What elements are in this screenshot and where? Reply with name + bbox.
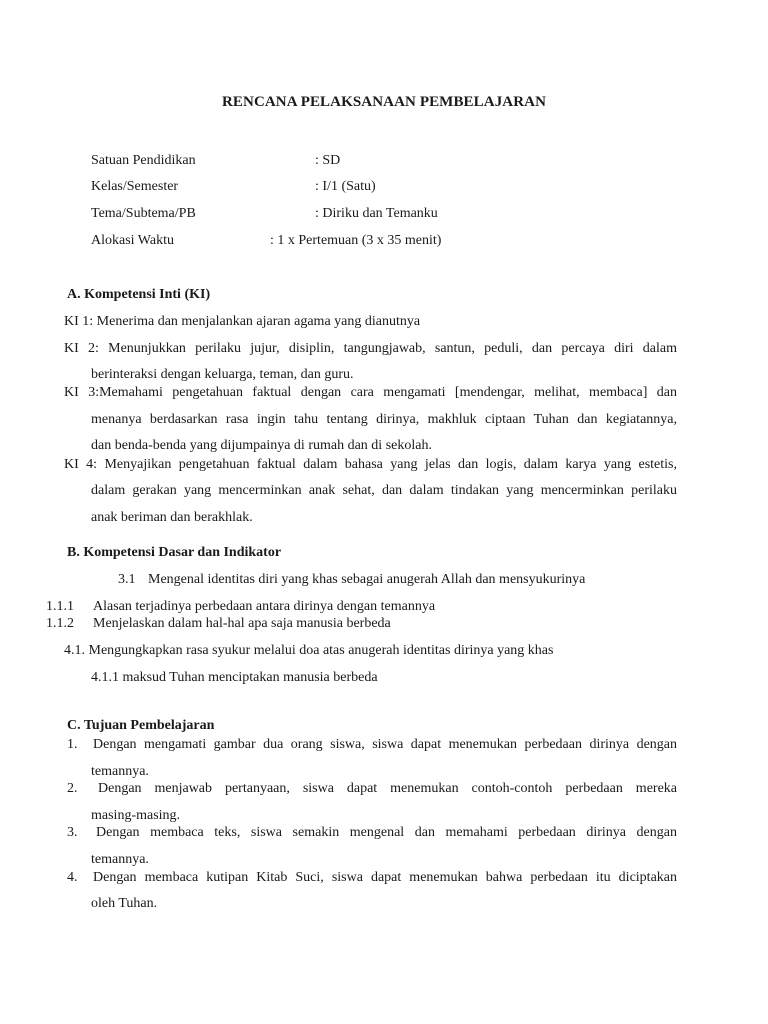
- objective-number: 4.: [67, 870, 78, 885]
- identity-value: : SD: [315, 153, 341, 168]
- ki4-line1: KI 4: Menyajikan pengetahuan faktual dalam bahasa yang jelas dan logis, dalam karya yang estetis,: [64, 457, 677, 472]
- objective-line2: temannya.: [91, 764, 149, 779]
- ki4-line3: anak beriman dan berakhlak.: [91, 510, 253, 525]
- objective-number: 1.: [67, 737, 78, 752]
- section-c-heading: C. Tujuan Pembelajaran: [67, 718, 215, 733]
- kd-3-1-number: 3.1: [118, 572, 136, 587]
- indicator-4-1-1-text: 4.1.1 maksud Tuhan menciptakan manusia berbeda: [91, 670, 378, 685]
- section-a-heading: A. Kompetensi Inti (KI): [67, 287, 211, 302]
- ki3-line3: dan benda-benda yang dijumpainya di rumah dan di sekolah.: [91, 438, 432, 453]
- identity-label: Alokasi Waktu: [91, 233, 174, 248]
- objective-line1: Dengan menjawab pertanyaan, siswa dapat menemukan contoh-contoh perbedaan mereka: [98, 781, 677, 796]
- identity-value: : I/1 (Satu): [315, 179, 376, 194]
- objective-line2: temannya.: [91, 852, 149, 867]
- objective-line2: masing-masing.: [91, 808, 181, 823]
- identity-label: Satuan Pendidikan: [91, 153, 196, 168]
- ki2-line2: berinteraksi dengan keluarga, teman, dan guru.: [91, 367, 354, 382]
- identity-label: Tema/Subtema/PB: [91, 206, 196, 221]
- identity-value: : Diriku dan Temanku: [315, 206, 438, 221]
- identity-value: : 1 x Pertemuan (3 x 35 menit): [270, 233, 442, 248]
- page-title: RENCANA PELAKSANAAN PEMBELAJARAN: [221, 94, 547, 110]
- ki3-line1: KI 3:Memahami pengetahuan faktual dengan cara mengamati [mendengar, melihat, membaca] dan: [64, 385, 677, 400]
- identity-label: Kelas/Semester: [91, 179, 179, 194]
- ki2-line1: KI 2: Menunjukkan perilaku jujur, disiplin, tangungjawab, santun, peduli, dan percaya diri dalam: [64, 341, 677, 356]
- objective-line1: Dengan membaca teks, siswa semakin mengenal dan memahami perbedaan dirinya dengan: [96, 825, 677, 840]
- kd-4-1-text: 4.1. Mengungkapkan rasa syukur melalui doa atas anugerah identitas dirinya yang khas: [64, 643, 554, 658]
- ki3-line2: menanya berdasarkan rasa ingin tahu tentang dirinya, makhluk ciptaan Tuhan dan kegiatannya,: [91, 412, 677, 427]
- objective-number: 2.: [67, 781, 78, 796]
- objective-line1: Dengan mengamati gambar dua orang siswa, siswa dapat menemukan perbedaan dirinya dengan: [93, 737, 677, 752]
- ki1-text: KI 1: Menerima dan menjalankan ajaran agama yang dianutnya: [64, 314, 421, 329]
- objective-line1: Dengan membaca kutipan Kitab Suci, siswa dapat menemukan bahwa perbedaan itu diciptakan: [93, 870, 677, 885]
- section-b-heading: B. Kompetensi Dasar dan Indikator: [67, 545, 282, 560]
- objective-line2: oleh Tuhan.: [91, 896, 158, 911]
- indicator-1-1-2-text: Menjelaskan dalam hal-hal apa saja manusia berbeda: [93, 616, 391, 631]
- kd-3-1-text: Mengenal identitas diri yang khas sebagai anugerah Allah dan mensyukurinya: [148, 572, 586, 587]
- indicator-1-1-2-number: 1.1.2: [46, 616, 74, 631]
- ki4-line2: dalam gerakan yang mencerminkan anak sehat, dan dalam tindakan yang mencerminkan perilaku: [91, 483, 677, 498]
- indicator-1-1-1-text: Alasan terjadinya perbedaan antara dirinya dengan temannya: [93, 599, 436, 614]
- objective-number: 3.: [67, 825, 78, 840]
- indicator-1-1-1-number: 1.1.1: [46, 599, 74, 614]
